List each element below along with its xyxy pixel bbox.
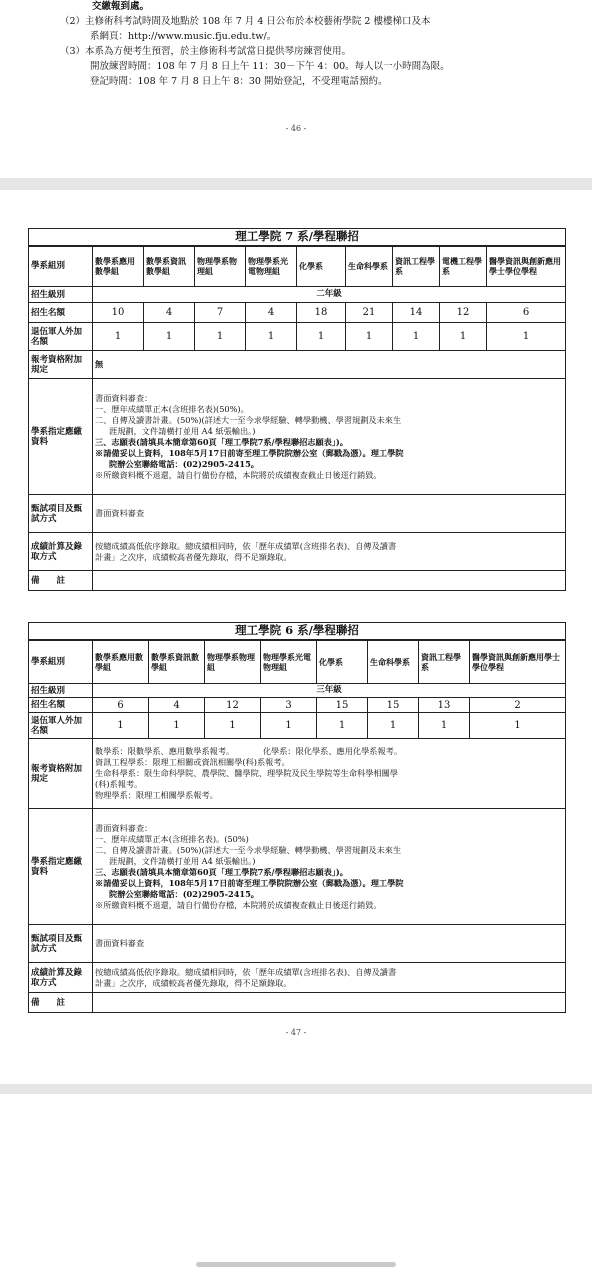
score-content bbox=[93, 533, 566, 571]
row-label: 甄試項目及甄試方式 bbox=[29, 495, 93, 533]
quota-cell: 3 bbox=[261, 698, 317, 713]
text-line: （2）主修術科考試時間及地點於 108 年 7 月 4 日公布於本校藝術學院 2 樓樓梯口及本 bbox=[60, 16, 431, 27]
note-value bbox=[93, 993, 566, 1013]
text-line: 交繳報到處。 bbox=[92, 1, 150, 12]
dept-cell: 醫學資訊與創新應用學士學位學程 bbox=[487, 246, 566, 287]
quota-cell: 2 bbox=[470, 698, 566, 713]
extra-line: 數學系：限數學系、應用數學系報考。 化學系：限化學系、應用化學系報考。 bbox=[95, 746, 403, 756]
docs-line: 一、歷年成績單正本(含班排名表)(50%)。 bbox=[95, 403, 249, 414]
dept-cell: 生命科學系 bbox=[368, 640, 419, 684]
quota-cell: 6 bbox=[487, 303, 566, 323]
exam-value: 書面資料審查 bbox=[93, 925, 566, 963]
row-label: 報考資格附加規定 bbox=[29, 351, 93, 379]
veteran-cell: 1 bbox=[149, 713, 205, 739]
row-label: 成績計算及錄取方式 bbox=[29, 963, 93, 993]
dept-cell: 資訊工程學系 bbox=[419, 640, 470, 684]
score-line: 計畫」之次序，成績較高者優先錄取，得不足額錄取。 bbox=[95, 977, 292, 988]
quota-cell: 13 bbox=[419, 698, 470, 713]
docs-line: ※請備妥以上資料，108年5月17日前寄至理工學院院辦公室（郵戳為憑）。理工學院 bbox=[95, 447, 404, 458]
veteran-cell: 1 bbox=[205, 713, 261, 739]
quota-cell: 12 bbox=[440, 303, 487, 323]
veteran-cell: 1 bbox=[144, 323, 195, 351]
dept-cell: 物理學系物理組 bbox=[195, 246, 246, 287]
veteran-cell: 1 bbox=[93, 713, 149, 739]
docs-line: 三、志願表(請填具本簡章第60頁「理工學院7系/學程聯招志願表」)。 bbox=[95, 436, 348, 447]
docs-line: 院辦公室聯絡電話：(02)2905-2415。 bbox=[109, 458, 259, 469]
dept-cell: 物理學系光電物理組 bbox=[246, 246, 297, 287]
quota-cell: 4 bbox=[149, 698, 205, 713]
veteran-cell: 1 bbox=[246, 323, 297, 351]
veteran-cell: 1 bbox=[195, 323, 246, 351]
extra-line: 物理學系：限理工相關學系報考。 bbox=[95, 790, 218, 800]
veteran-cell: 1 bbox=[93, 323, 144, 351]
blank-page bbox=[0, 1094, 592, 1280]
score-line: 按總成績高低依序錄取。總成績相同時，依「歷年成績單(含班排名表)、自傳及讀書 bbox=[95, 540, 397, 551]
dept-cell: 化學系 bbox=[317, 640, 368, 684]
veteran-cell: 1 bbox=[440, 323, 487, 351]
dept-cell: 數學系資訊數學組 bbox=[149, 640, 205, 684]
table-6-departments bbox=[28, 622, 566, 1013]
home-indicator[interactable] bbox=[196, 1262, 396, 1267]
docs-line: 涯規劃，文件請橫打並用 A4 紙張輸出。) bbox=[109, 425, 256, 436]
veteran-cell: 1 bbox=[393, 323, 440, 351]
veteran-cell: 1 bbox=[346, 323, 393, 351]
dept-cell: 電機工程學系 bbox=[440, 246, 487, 287]
page-47 bbox=[0, 190, 592, 1084]
row-label: 招生名額 bbox=[29, 698, 93, 713]
veteran-cell: 1 bbox=[419, 713, 470, 739]
table-7-departments bbox=[28, 228, 566, 591]
text-line: （3）本系為方便考生預習，於主修術科考試當日提供琴房練習使用。 bbox=[60, 46, 352, 57]
extra-content bbox=[93, 739, 566, 809]
text-line: 系網頁：http://www.music.fju.edu.tw/。 bbox=[90, 31, 277, 42]
exam-value: 書面資料審查 bbox=[93, 495, 566, 533]
docs-line: 二、自傳及讀書計畫。(50%)(詳述大一至今求學經驗、轉學動機、學習規劃及未來生 bbox=[95, 844, 402, 855]
level-value: 三年級 bbox=[93, 684, 566, 698]
quota-cell: 7 bbox=[195, 303, 246, 323]
docs-line: 書面資料審查： bbox=[95, 392, 153, 403]
score-line: 計畫」之次序，成績較高者優先錄取，得不足額錄取。 bbox=[95, 551, 292, 562]
extra-value: 無 bbox=[93, 351, 566, 379]
dept-cell: 醫學資訊與創新應用學士學位學程 bbox=[470, 640, 566, 684]
row-label: 備 註 bbox=[29, 993, 93, 1013]
quota-cell: 15 bbox=[368, 698, 419, 713]
docs-line: 二、自傳及讀書計畫。(50%)(詳述大一至今求學經驗、轉學動機、學習規劃及未來生 bbox=[95, 414, 402, 425]
score-line: 按總成績高低依序錄取。總成績相同時，依「歷年成績單(含班排名表)、自傳及讀書 bbox=[95, 966, 397, 977]
docs-line: 院辦公室聯絡電話：(02)2905-2415。 bbox=[109, 888, 259, 899]
row-label: 退伍軍人外加名額 bbox=[29, 713, 93, 739]
note-value bbox=[93, 571, 566, 591]
row-label: 成績計算及錄取方式 bbox=[29, 533, 93, 571]
dept-cell: 數學系應用數學組 bbox=[93, 640, 149, 684]
docs-line: ※所繳資料概不退還，請自行備份存檔，本院將於成績複查截止日後逕行銷毀。 bbox=[95, 469, 382, 480]
extra-line: 生命科學系：限生命科學院、農學院、醫學院、理學院及民生學院等生命科學相關學 bbox=[95, 768, 398, 778]
row-label: 學系指定應繳資料 bbox=[29, 379, 93, 495]
docs-line: 涯規劃，文件請橫打並用 A4 紙張輸出。) bbox=[109, 855, 256, 866]
quota-cell: 15 bbox=[317, 698, 368, 713]
score-content bbox=[93, 963, 566, 993]
quota-cell: 21 bbox=[346, 303, 393, 323]
dept-cell: 生命科學系 bbox=[346, 246, 393, 287]
docs-content bbox=[93, 809, 566, 925]
extra-line: 資訊工程學系：限理工相關或資訊相關學(科)系報考。 bbox=[95, 757, 290, 767]
page-46-fragment bbox=[0, 0, 592, 178]
quota-cell: 10 bbox=[93, 303, 144, 323]
dept-cell: 數學系資訊數學組 bbox=[144, 246, 195, 287]
row-label: 學系組別 bbox=[29, 246, 93, 287]
docs-line: ※請備妥以上資料，108年5月17日前寄至理工學院院辦公室（郵戳為憑）。理工學院 bbox=[95, 877, 404, 888]
text-line: 開放練習時間：108 年 7 月 8 日上午 11：30－下午 4：00。每人以一小時間為限。 bbox=[90, 61, 450, 72]
veteran-cell: 1 bbox=[487, 323, 566, 351]
row-label: 學系指定應繳資料 bbox=[29, 809, 93, 925]
row-label: 備 註 bbox=[29, 571, 93, 591]
table-title: 理工學院 6 系/學程聯招 bbox=[29, 623, 566, 640]
docs-content bbox=[93, 379, 566, 495]
row-label: 學系組別 bbox=[29, 640, 93, 684]
dept-cell: 物理學系物理組 bbox=[205, 640, 261, 684]
veteran-cell: 1 bbox=[470, 713, 566, 739]
quota-cell: 12 bbox=[205, 698, 261, 713]
quota-cell: 4 bbox=[246, 303, 297, 323]
row-label: 招生級別 bbox=[29, 287, 93, 303]
veteran-cell: 1 bbox=[297, 323, 346, 351]
page-separator bbox=[0, 1084, 592, 1094]
row-label: 退伍軍人外加名額 bbox=[29, 323, 93, 351]
dept-cell: 化學系 bbox=[297, 246, 346, 287]
row-label: 招生級別 bbox=[29, 684, 93, 698]
quota-cell: 18 bbox=[297, 303, 346, 323]
docs-line: 三、志願表(請填具本簡章第60頁「理工學院7系/學程聯招志願表」)。 bbox=[95, 866, 348, 877]
page-number: - 46 - bbox=[285, 124, 307, 133]
text-line: 登記時間：108 年 7 月 8 日上午 8：30 開始登記，不受理電話預約。 bbox=[90, 76, 388, 87]
page-number: - 47 - bbox=[285, 1028, 307, 1037]
row-label: 報考資格附加規定 bbox=[29, 739, 93, 809]
row-label: 甄試項目及甄試方式 bbox=[29, 925, 93, 963]
quota-cell: 14 bbox=[393, 303, 440, 323]
veteran-cell: 1 bbox=[261, 713, 317, 739]
row-label: 招生名額 bbox=[29, 303, 93, 323]
dept-cell: 資訊工程學系 bbox=[393, 246, 440, 287]
docs-line: ※所繳資料概不退還，請自行備份存檔，本院將於成績複查截止日後逕行銷毀。 bbox=[95, 899, 382, 910]
level-value: 二年級 bbox=[93, 287, 566, 303]
dept-cell: 物理學系光電物理組 bbox=[261, 640, 317, 684]
table-title: 理工學院 7 系/學程聯招 bbox=[29, 229, 566, 246]
quota-cell: 6 bbox=[93, 698, 149, 713]
docs-line: 一、歷年成績單正本(含班排名表)。(50%) bbox=[95, 833, 249, 844]
dept-cell: 數學系應用數學組 bbox=[93, 246, 144, 287]
page-separator bbox=[0, 178, 592, 190]
docs-line: 書面資料審查： bbox=[95, 822, 153, 833]
extra-line: (科)系報考。 bbox=[95, 779, 143, 789]
veteran-cell: 1 bbox=[368, 713, 419, 739]
quota-cell: 4 bbox=[144, 303, 195, 323]
veteran-cell: 1 bbox=[317, 713, 368, 739]
